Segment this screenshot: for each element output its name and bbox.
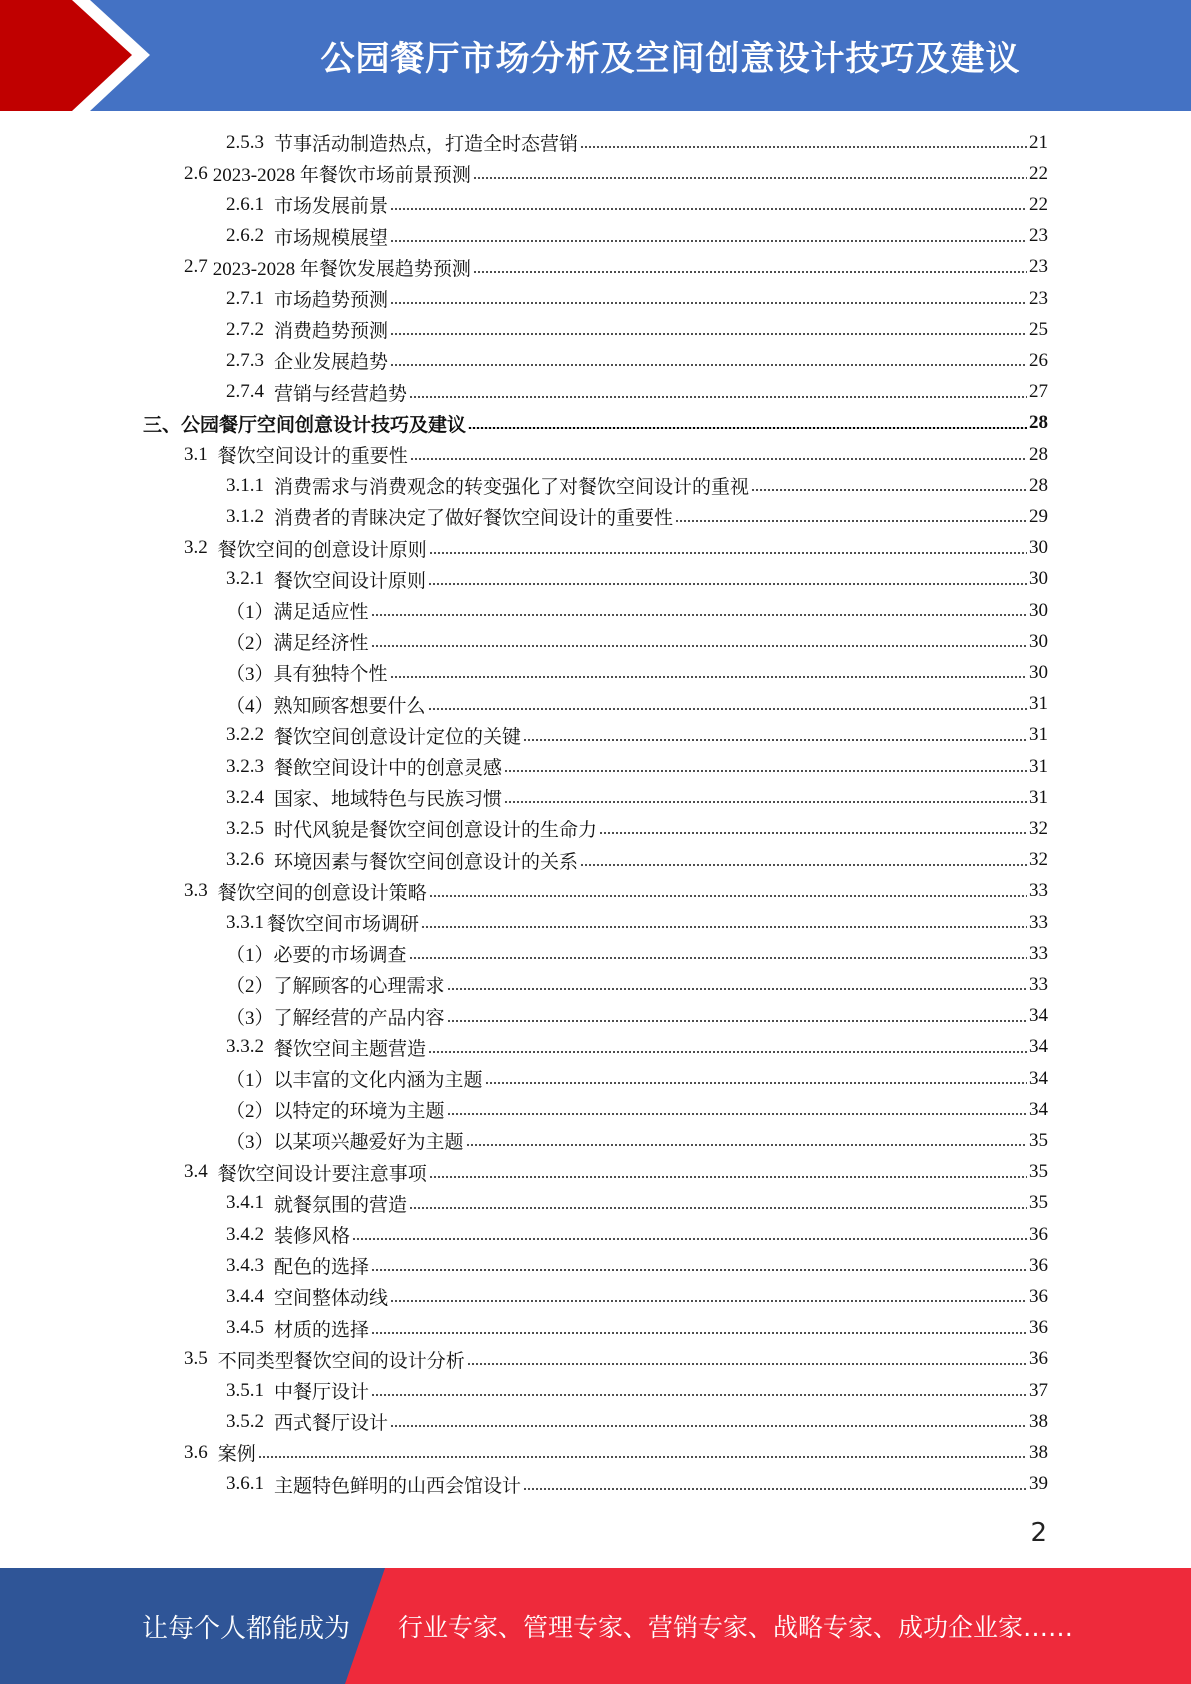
toc-entry-page: 33 — [1029, 880, 1048, 902]
toc-entry-page: 38 — [1029, 1410, 1048, 1432]
dot-leader — [390, 208, 1027, 210]
toc-entry[interactable] — [226, 470, 1048, 501]
dot-leader — [428, 708, 1027, 710]
toc-entry-page: 31 — [1029, 755, 1048, 777]
toc-entry-page: 23 — [1029, 225, 1048, 247]
dot-leader — [390, 333, 1027, 335]
toc-entry[interactable] — [226, 813, 1048, 844]
page-number: 2 — [1030, 1518, 1047, 1548]
toc-entry-title: 餐饮空间设计的重要性 — [217, 446, 408, 467]
toc-entry-page: 38 — [1029, 1441, 1048, 1463]
toc-entry[interactable] — [226, 221, 1048, 252]
toc-entry-number: 3.3 — [184, 880, 208, 902]
toc-entry-title: （1）以丰富的文化内涵为主题 — [226, 1070, 483, 1091]
toc-entry-page: 25 — [1029, 318, 1048, 340]
toc-entry-title: 2023-2028 年餐饮发展趋势预测 — [212, 258, 471, 280]
dot-leader — [428, 1051, 1027, 1053]
dot-leader — [409, 396, 1027, 398]
toc-entry-number: 2.7.3 — [226, 349, 264, 371]
toc-entry-title: 就餐氛围的营造 — [274, 1194, 408, 1216]
toc-entry[interactable] — [226, 501, 1048, 532]
toc-entry[interactable] — [226, 1188, 1048, 1219]
toc-entry-number: 3.4.3 — [226, 1254, 264, 1276]
toc-entry-number: 3.1.2 — [226, 505, 264, 527]
toc-entry[interactable] — [226, 314, 1048, 345]
toc-entry-page: 30 — [1029, 630, 1048, 652]
toc-entry-page: 26 — [1029, 349, 1048, 371]
toc-entry-title: 西式餐厅设计 — [274, 1413, 389, 1435]
toc-entry[interactable] — [226, 1032, 1048, 1063]
toc-entry[interactable] — [226, 751, 1048, 782]
dot-leader — [409, 957, 1027, 959]
toc-entry[interactable] — [226, 1469, 1048, 1500]
toc-entry[interactable] — [184, 876, 1048, 907]
toc-entry-title: 餐饮空间的创意设计策略 — [217, 882, 427, 904]
dot-leader — [447, 1113, 1027, 1115]
toc-entry-number: 2.7 — [184, 256, 208, 278]
toc-entry-title: 不同类型餐饮空间的设计分析 — [217, 1350, 465, 1372]
toc-entry-title: 餐饮空间市场调研 — [267, 914, 420, 935]
toc-entry-number: 3.5.1 — [226, 1379, 264, 1401]
dot-leader — [485, 1082, 1027, 1084]
dot-leader — [447, 988, 1027, 990]
toc-entry-page: 21 — [1029, 131, 1048, 153]
dot-leader — [473, 271, 1027, 273]
toc-entry[interactable] — [226, 595, 1048, 626]
dot-leader — [580, 146, 1027, 148]
toc-entry-title: 配色的选择 — [274, 1257, 370, 1279]
toc-entry[interactable] — [226, 657, 1048, 688]
dot-leader — [468, 427, 1027, 429]
toc-entry[interactable] — [226, 845, 1048, 876]
toc-entry-number: 3.2.3 — [226, 755, 264, 777]
toc-entry[interactable] — [226, 1125, 1048, 1156]
toc-entry-title: 营销与经营趋势 — [274, 383, 408, 405]
toc-entry-title: 餐饮空间的创意设计原则 — [217, 539, 427, 561]
toc-entry[interactable] — [226, 938, 1048, 969]
toc-entry-page: 39 — [1029, 1473, 1048, 1495]
toc-entry-page: 36 — [1029, 1285, 1048, 1307]
toc-entry-title: 材质的选择 — [274, 1319, 370, 1341]
toc-entry-title: （3）具有独特个性 — [226, 664, 388, 686]
toc-entry[interactable] — [226, 1094, 1048, 1125]
toc-entry-title: （1）必要的市场调查 — [226, 945, 407, 967]
toc-entry[interactable] — [226, 1313, 1048, 1344]
toc-entry[interactable] — [184, 1157, 1048, 1188]
toc-entry-title: （3）了解经营的产品内容 — [226, 1007, 445, 1029]
toc-entry-number: 3.2 — [184, 537, 208, 559]
toc-entry-title: 餐饮空间主题营造 — [274, 1038, 427, 1060]
toc-entry-title: 消费者的青睐决定了做好餐饮空间设计的重要性 — [274, 508, 674, 530]
toc-entry-page: 34 — [1029, 1098, 1048, 1120]
dot-leader — [390, 302, 1027, 304]
document-title: 公园餐厅市场分析及空间创意设计技巧及建议 — [320, 39, 1021, 79]
dot-leader — [504, 801, 1027, 803]
toc-entry-page: 32 — [1029, 817, 1048, 839]
toc-entry[interactable] — [184, 439, 1048, 470]
toc-entry[interactable] — [226, 564, 1048, 595]
toc-entry-number: 3.5 — [184, 1348, 208, 1370]
dot-leader — [751, 489, 1027, 491]
toc-entry-page: 34 — [1029, 1036, 1048, 1058]
dot-leader — [352, 1238, 1027, 1240]
toc-entry-number: 2.5.3 — [226, 131, 264, 153]
toc-entry-page: 22 — [1029, 193, 1048, 215]
toc-entry-number: 2.7.2 — [226, 318, 264, 340]
toc-entry-page: 28 — [1029, 412, 1048, 434]
dot-leader — [599, 832, 1027, 834]
toc-entry-title: （2）满足经济性 — [226, 633, 369, 655]
toc-entry-title: 市场规模展望 — [274, 227, 389, 249]
toc-entry-title: 餐饮空间创意设计定位的关键 — [274, 726, 522, 748]
dot-leader — [429, 895, 1027, 897]
toc-entry-number: 3.3.1 — [226, 911, 264, 933]
toc-entry[interactable] — [226, 127, 1048, 158]
toc-entry[interactable] — [226, 1219, 1048, 1250]
toc-entry-page: 32 — [1029, 849, 1048, 871]
toc-entry-number: 3.4.2 — [226, 1223, 264, 1245]
toc-entry-page: 33 — [1029, 973, 1048, 995]
toc-entry[interactable] — [226, 283, 1048, 314]
dot-leader — [466, 1144, 1027, 1146]
toc-entry[interactable] — [226, 720, 1048, 751]
toc-entry[interactable] — [226, 1063, 1048, 1094]
toc-entry-page: 34 — [1029, 1067, 1048, 1089]
toc-entry-number: 3.3.2 — [226, 1036, 264, 1058]
toc-entry[interactable] — [184, 1344, 1048, 1375]
footer-banner — [0, 1568, 1191, 1684]
dot-leader — [390, 676, 1027, 678]
toc-entry-number: 3.1 — [184, 443, 208, 465]
toc-entry-page: 28 — [1029, 474, 1048, 496]
toc-entry-page: 36 — [1029, 1223, 1048, 1245]
toc-entry-number: 3.4.4 — [226, 1285, 264, 1307]
toc-entry[interactable] — [226, 1406, 1048, 1437]
toc-entry-title: （3）以某项兴趣爱好为主题 — [226, 1132, 464, 1154]
toc-entry[interactable] — [143, 408, 1048, 439]
toc-entry-title: 企业发展趋势 — [274, 352, 389, 374]
toc-entry-page: 31 — [1029, 786, 1048, 808]
toc-entry-title: 三、公园餐厅空间创意设计技巧及建议 — [143, 414, 467, 436]
toc-entry-title: 案例 — [217, 1444, 256, 1466]
toc-entry-number: 2.7.4 — [226, 381, 264, 403]
toc-entry-number: 2.7.1 — [226, 287, 264, 309]
toc-entry-page: 29 — [1029, 505, 1048, 527]
toc-entry[interactable] — [226, 782, 1048, 813]
toc-entry-number: 3.2.2 — [226, 724, 264, 746]
dot-leader — [390, 240, 1027, 242]
toc-entry-title: （4）熟知顾客想要什么 — [226, 695, 426, 717]
dot-leader — [258, 1456, 1027, 1458]
toc-entry-title: 主题特色鲜明的山西会馆设计 — [274, 1475, 522, 1497]
header-banner — [0, 0, 1191, 111]
toc-entry-title: 餐饮空间设计原则 — [274, 570, 427, 592]
toc-entry[interactable] — [226, 907, 1048, 938]
toc-entry-number: 3.2.6 — [226, 849, 264, 871]
toc-entry-page: 30 — [1029, 661, 1048, 683]
toc-entry-number: 3.4.1 — [226, 1192, 264, 1214]
dot-leader — [523, 739, 1027, 741]
dot-leader — [371, 645, 1027, 647]
dot-leader — [371, 614, 1027, 616]
dot-leader — [467, 1363, 1027, 1365]
toc-entry-title: （2）以特定的环境为主题 — [226, 1101, 445, 1123]
toc-entry-page: 36 — [1029, 1317, 1048, 1339]
toc-entry-page: 31 — [1029, 693, 1048, 715]
toc-entry-page: 33 — [1029, 911, 1048, 933]
toc-entry-page: 30 — [1029, 537, 1048, 559]
dot-leader — [675, 520, 1027, 522]
dot-leader — [447, 1020, 1027, 1022]
toc-entry-number: 3.1.1 — [226, 474, 264, 496]
red-arrow-decoration — [0, 0, 170, 111]
toc-entry[interactable] — [226, 1250, 1048, 1281]
dot-leader — [390, 364, 1027, 366]
toc-entry-page: 35 — [1029, 1161, 1048, 1183]
toc-entry[interactable] — [226, 1001, 1048, 1032]
dot-leader — [371, 1269, 1027, 1271]
toc-entry-title: 国家、地域特色与民族习惯 — [274, 789, 503, 811]
toc-entry-number: 3.6 — [184, 1441, 208, 1463]
toc-entry-number: 3.2.1 — [226, 568, 264, 590]
toc-entry-title: （1）满足适应性 — [226, 602, 369, 623]
dot-leader — [390, 1300, 1027, 1302]
toc-entry-page: 36 — [1029, 1254, 1048, 1276]
dot-leader — [390, 1425, 1027, 1427]
toc-entry-title: 餐飲空间设计中的创意灵感 — [274, 758, 503, 779]
toc-entry-page: 34 — [1029, 1005, 1048, 1027]
toc-entry-number: 2.6 — [184, 162, 208, 184]
toc-entry[interactable] — [226, 1375, 1048, 1406]
toc-entry-title: 2023-2028 年餐饮市场前景预测 — [212, 165, 471, 187]
dot-leader — [371, 1332, 1027, 1334]
toc-entry-title: （2）了解顾客的心理需求 — [226, 976, 445, 998]
toc-entry[interactable] — [226, 377, 1048, 408]
toc-entry-page: 28 — [1029, 443, 1048, 465]
toc-entry-number: 3.6.1 — [226, 1473, 264, 1495]
toc-entry-title: 消费需求与消费观念的转变强化了对餐饮空间设计的重视 — [274, 477, 750, 499]
toc-entry-title: 餐饮空间设计要注意事项 — [217, 1163, 427, 1185]
toc-entry-title: 消费趋势预测 — [274, 321, 389, 343]
toc-entry[interactable] — [184, 252, 1048, 283]
toc-entry[interactable] — [226, 626, 1048, 657]
toc-entry[interactable] — [226, 345, 1048, 376]
toc-entry-number: 3.2.5 — [226, 817, 264, 839]
dot-leader — [580, 864, 1027, 866]
toc-entry-page: 37 — [1029, 1379, 1048, 1401]
toc-entry-page: 30 — [1029, 599, 1048, 621]
dot-leader — [473, 177, 1027, 179]
dot-leader — [410, 458, 1027, 460]
toc-entry-number: 3.4.5 — [226, 1317, 264, 1339]
toc-entry-title: 环境因素与餐饮空间创意设计的关系 — [274, 851, 579, 873]
toc-entry-title: 市场趋势预测 — [274, 290, 389, 311]
toc-entry-page: 35 — [1029, 1192, 1048, 1214]
footer-roles: 行业专家、管理专家、营销专家、战略专家、成功企业家…… — [398, 1613, 1074, 1642]
toc-entry-title: 时代风貌是餐饮空间创意设计的生命力 — [274, 820, 598, 842]
toc-entry-number: 3.2.4 — [226, 786, 264, 808]
toc-entry-title: 中餐厅设计 — [274, 1382, 370, 1403]
dot-leader — [409, 1207, 1027, 1209]
toc-entry[interactable] — [226, 1281, 1048, 1312]
toc-entry-title: 空间整体动线 — [274, 1288, 389, 1310]
toc-entry-number: 3.4 — [184, 1161, 208, 1183]
toc-entry-page: 30 — [1029, 568, 1048, 590]
toc-entry[interactable] — [184, 533, 1048, 564]
toc-entry[interactable] — [226, 189, 1048, 220]
dot-leader — [421, 926, 1027, 928]
toc-entry[interactable] — [226, 969, 1048, 1000]
toc-entry-number: 2.6.2 — [226, 225, 264, 247]
dot-leader — [429, 552, 1027, 554]
toc-entry-page: 33 — [1029, 942, 1048, 964]
toc-entry-page: 35 — [1029, 1129, 1048, 1151]
toc-entry[interactable] — [184, 158, 1048, 189]
toc-entry-title: 节事活动制造热点，打造全时态营销 — [274, 134, 579, 155]
toc-entry-number: 2.6.1 — [226, 193, 264, 215]
toc-entry-page: 22 — [1029, 162, 1048, 184]
toc-entry-number: 3.5.2 — [226, 1410, 264, 1432]
dot-leader — [428, 583, 1027, 585]
toc-entry-title: 市场发展前景 — [274, 196, 389, 218]
toc-entry-page: 27 — [1029, 381, 1048, 403]
footer-slogan: 让每个人都能成为 — [142, 1613, 351, 1644]
toc-entry[interactable] — [184, 1437, 1048, 1468]
dot-leader — [523, 1488, 1027, 1490]
toc-entry-page: 36 — [1029, 1348, 1048, 1370]
toc-entry-page: 23 — [1029, 287, 1048, 309]
dot-leader — [429, 1176, 1027, 1178]
toc-entry-page: 23 — [1029, 256, 1048, 278]
dot-leader — [504, 770, 1027, 772]
dot-leader — [371, 1394, 1027, 1396]
toc-entry[interactable] — [226, 689, 1048, 720]
toc-entry-title: 装修风格 — [274, 1226, 351, 1247]
toc-entry-page: 31 — [1029, 724, 1048, 746]
